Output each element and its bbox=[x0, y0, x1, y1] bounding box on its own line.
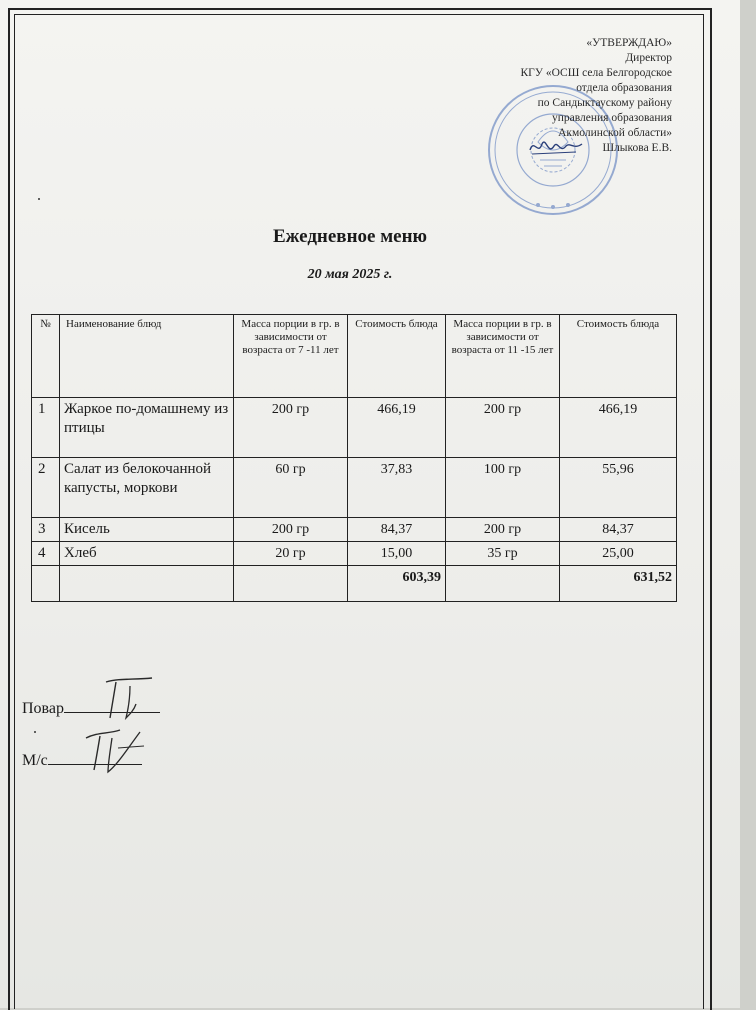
portion-11-15: 200 гр bbox=[446, 518, 560, 542]
dish-name: Жаркое по-домашнему из птицы bbox=[60, 398, 234, 458]
totals-empty bbox=[32, 566, 60, 602]
cook-signature bbox=[100, 674, 160, 722]
totals-empty bbox=[446, 566, 560, 602]
dish-name: Хлеб bbox=[60, 542, 234, 566]
portion-7-11: 200 гр bbox=[234, 398, 348, 458]
table-header-row bbox=[32, 315, 677, 398]
portion-11-15: 200 гр bbox=[446, 398, 560, 458]
table-row bbox=[32, 398, 677, 458]
cost-11-15: 55,96 bbox=[560, 458, 677, 518]
dish-name: Салат из белокочанной капусты, моркови bbox=[60, 458, 234, 518]
cost-7-11: 84,37 bbox=[348, 518, 446, 542]
portion-11-15: 100 гр bbox=[446, 458, 560, 518]
row-number: 3 bbox=[32, 518, 60, 542]
total-cost-7-11: 603,39 bbox=[348, 566, 446, 602]
nurse-label: М/с bbox=[22, 752, 48, 769]
approval-line: Директор bbox=[625, 52, 672, 64]
approval-line: отдела образования bbox=[576, 82, 672, 94]
page-title: Ежедневное меню bbox=[272, 226, 428, 247]
portion-7-11: 60 гр bbox=[234, 458, 348, 518]
totals-empty bbox=[234, 566, 348, 602]
ink-dot bbox=[34, 731, 36, 733]
approval-line: по Сандыктаускому району bbox=[537, 97, 672, 109]
row-number: 1 bbox=[32, 398, 60, 458]
cost-11-15: 466,19 bbox=[560, 398, 677, 458]
col-header-cost-7-11: Стоимость блюда bbox=[348, 315, 446, 398]
approval-heading: «УТВЕРЖДАЮ» bbox=[586, 37, 672, 49]
menu-date: 20 мая 2025 г. bbox=[307, 267, 393, 282]
totals-empty bbox=[60, 566, 234, 602]
col-header-portion-11-15: Масса порции в гр. в зависимости от возраста от 11 -15 лет bbox=[446, 315, 560, 398]
col-header-portion-7-11: Масса порции в гр. в зависимости от возраста от 7 -11 лет bbox=[234, 315, 348, 398]
col-header-number: № bbox=[32, 315, 60, 398]
total-cost-11-15: 631,52 bbox=[560, 566, 677, 602]
cost-7-11: 15,00 bbox=[348, 542, 446, 566]
row-number: 2 bbox=[32, 458, 60, 518]
director-signature bbox=[526, 134, 586, 160]
approval-line: Акмолинской области» bbox=[558, 127, 672, 139]
portion-7-11: 20 гр bbox=[234, 542, 348, 566]
col-header-cost-11-15: Стоимость блюда bbox=[560, 315, 677, 398]
approval-line: КГУ «ОСШ села Белгородское bbox=[520, 67, 672, 79]
nurse-signature bbox=[78, 724, 158, 776]
cost-7-11: 466,19 bbox=[348, 398, 446, 458]
portion-11-15: 35 гр bbox=[446, 542, 560, 566]
ink-dot bbox=[38, 198, 40, 200]
table-row bbox=[32, 458, 677, 518]
approval-line: управления образования bbox=[551, 112, 672, 124]
totals-row bbox=[32, 566, 677, 602]
table-row bbox=[32, 542, 677, 566]
cost-11-15: 84,37 bbox=[560, 518, 677, 542]
cost-7-11: 37,83 bbox=[348, 458, 446, 518]
menu-table bbox=[31, 314, 677, 602]
cook-label: Повар bbox=[22, 700, 64, 717]
col-header-dish-name: Наименование блюд bbox=[60, 315, 234, 398]
dish-name: Кисель bbox=[60, 518, 234, 542]
row-number: 4 bbox=[32, 542, 60, 566]
portion-7-11: 200 гр bbox=[234, 518, 348, 542]
table-row bbox=[32, 518, 677, 542]
approval-signer: Шлыкова Е.В. bbox=[602, 142, 672, 154]
cost-11-15: 25,00 bbox=[560, 542, 677, 566]
